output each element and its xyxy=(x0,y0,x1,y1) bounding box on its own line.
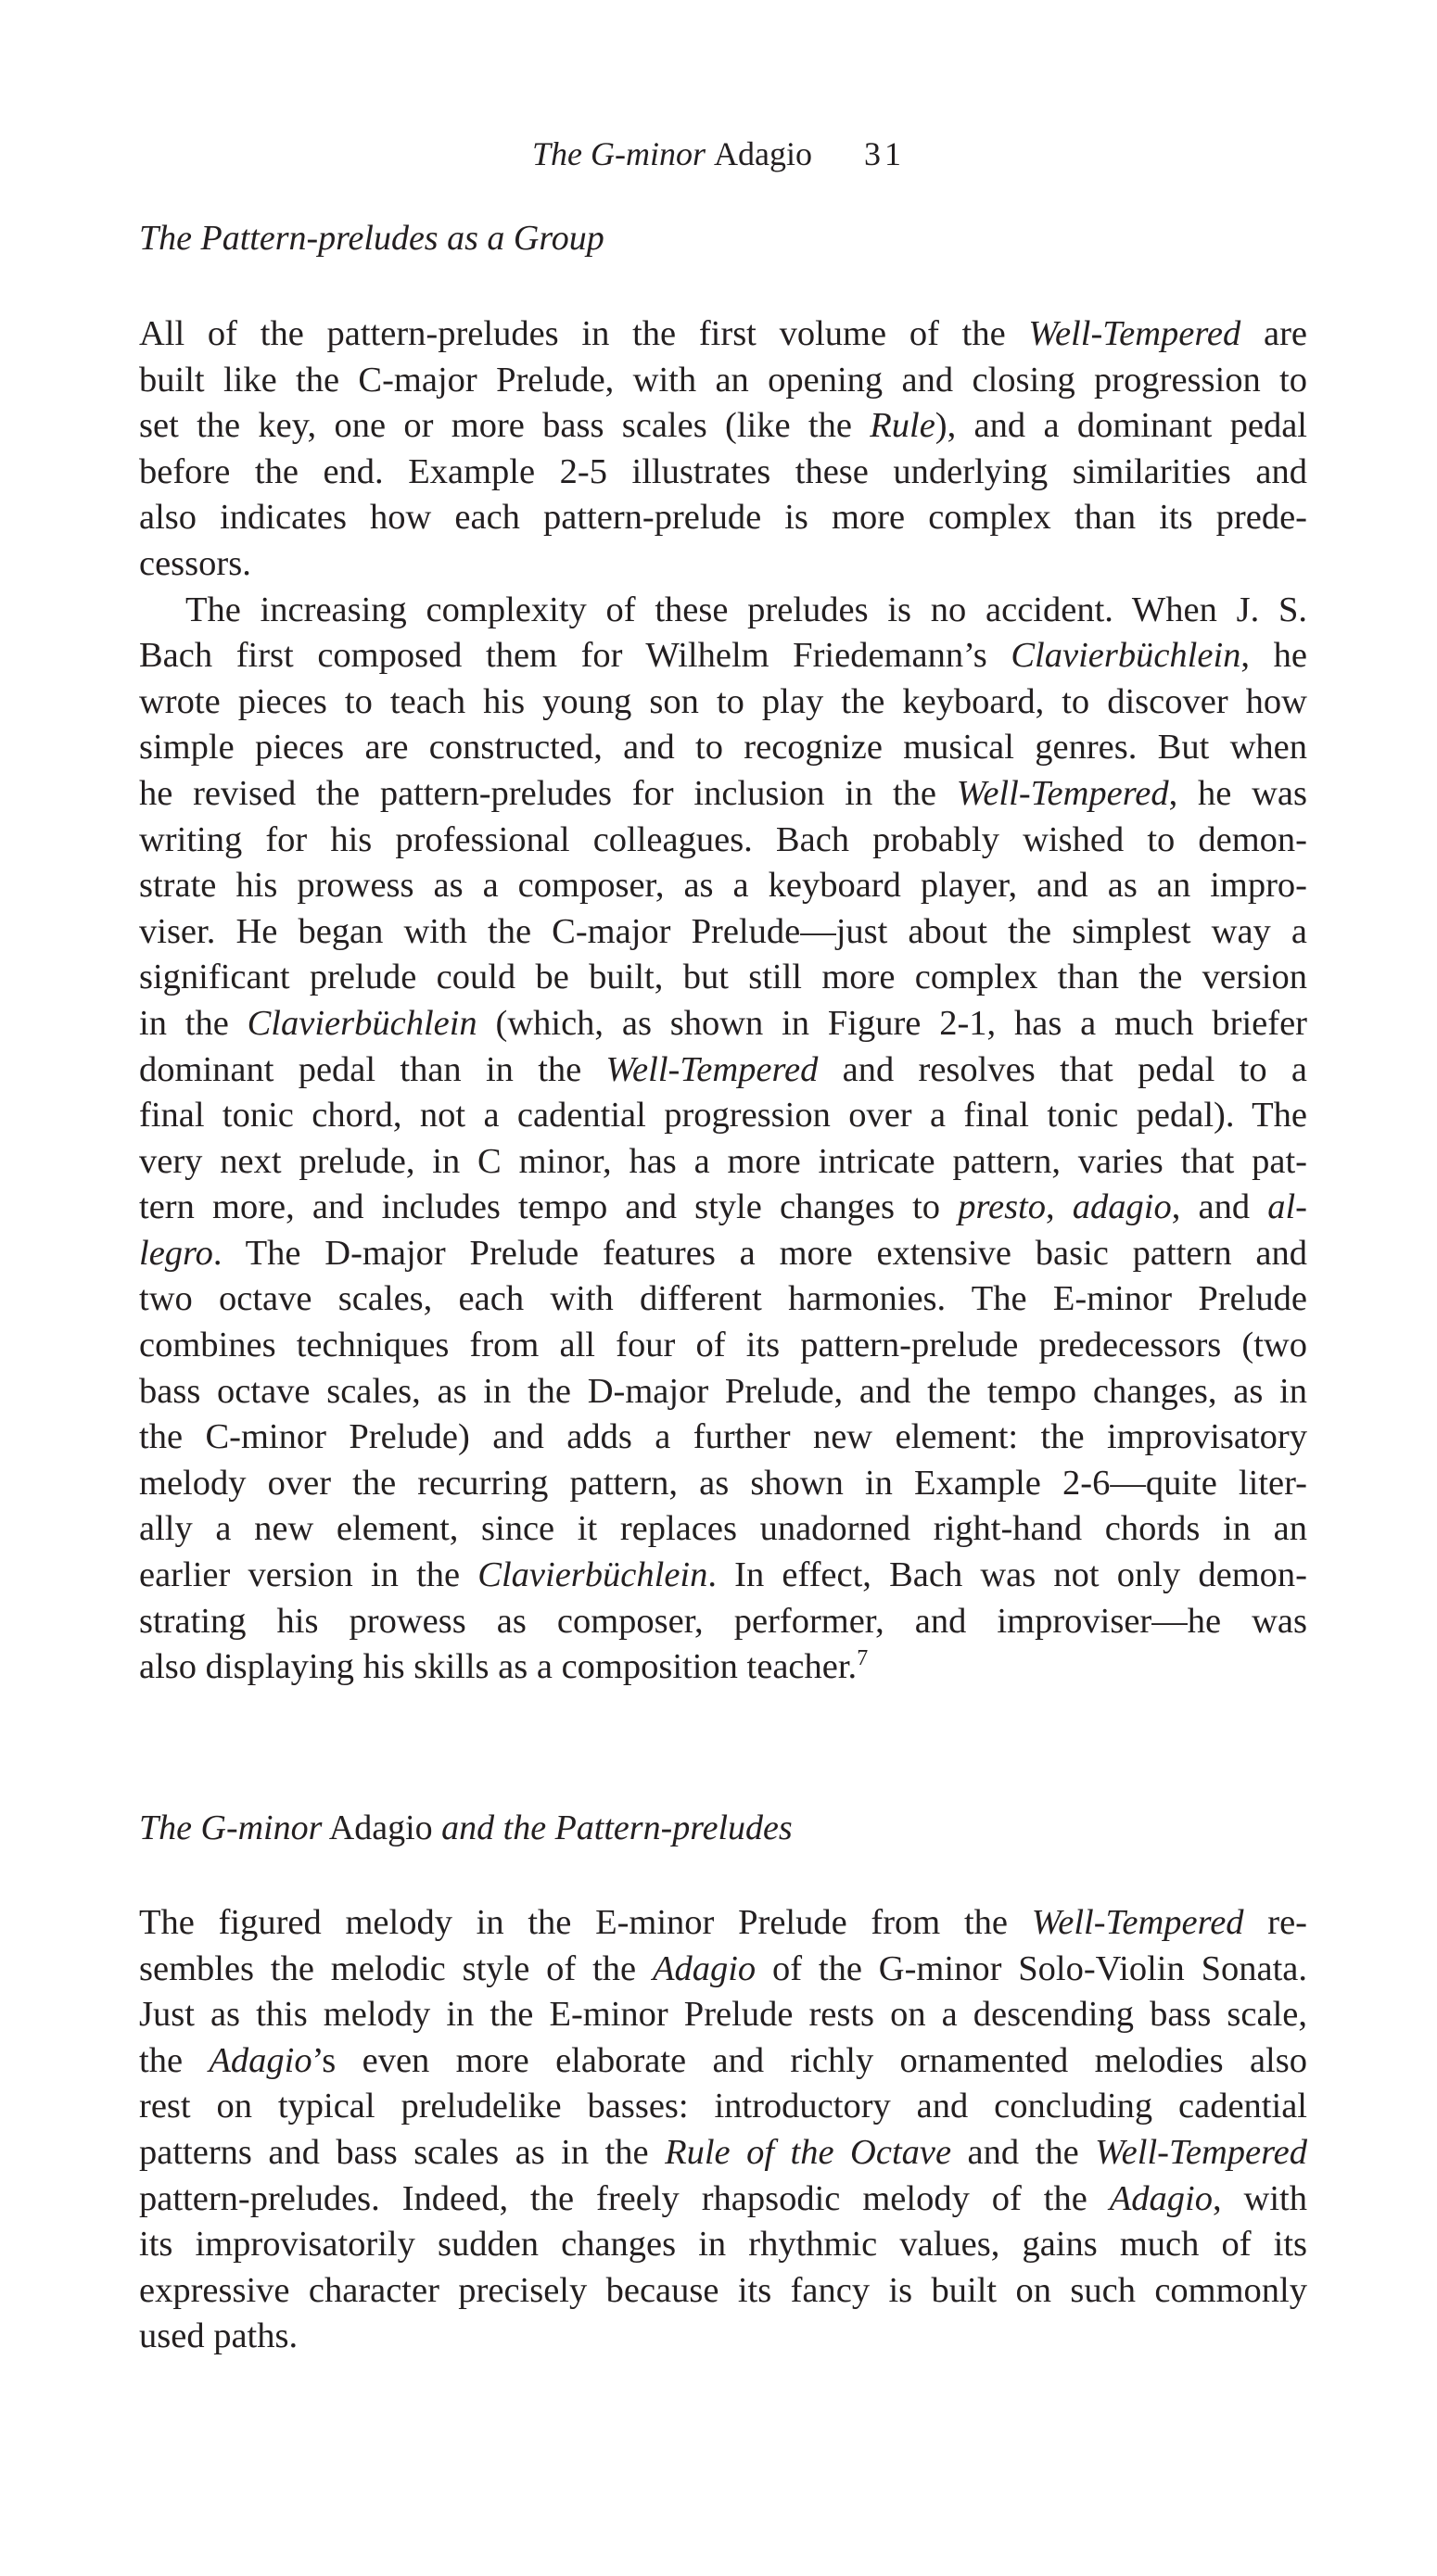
text-line xyxy=(139,955,1307,1001)
text-run: the xyxy=(139,2040,210,2080)
section-heading-pattern-preludes: The Pattern-preludes as a Group xyxy=(139,219,604,258)
text-run: strating his prowess as composer, performer, and improviser—he was xyxy=(139,1601,1307,1641)
italic-run: Adagio xyxy=(652,1948,757,1988)
text-run: The increasing complexity of these preludes is no accident. When J. S. xyxy=(185,590,1307,629)
text-line xyxy=(139,403,1307,450)
text-line xyxy=(139,2314,1307,2360)
italic-run: Well-Tempered xyxy=(1028,314,1241,353)
italic-run: adagio xyxy=(1072,1187,1172,1227)
text-line xyxy=(139,2084,1307,2130)
text-run: wrote pieces to teach his young son to play the keyboard, to discover how xyxy=(139,681,1307,721)
text-run: . In effect, Bach was not only demon- xyxy=(707,1555,1307,1595)
text-run: Just as this melody in the E-minor Prelude rests on a descending bass scale, xyxy=(139,1995,1307,2035)
text-line xyxy=(139,1506,1307,1553)
text-line xyxy=(139,771,1307,818)
text-run: re- xyxy=(1243,1903,1307,1942)
text-line xyxy=(139,1139,1307,1186)
text-run: bass octave scales, as in the D-major Prelude, and the tempo changes, as in xyxy=(139,1371,1307,1411)
heading-roman-part: Adagio xyxy=(322,1808,442,1847)
text-line xyxy=(139,1900,1307,1947)
text-run: two octave scales, each with different harmonies. The E-minor Prelude xyxy=(139,1279,1307,1319)
text-line xyxy=(139,1231,1307,1277)
text-run: of the G-minor Solo-Violin Sonata. xyxy=(756,1948,1307,1988)
text-run: melody over the recurring pattern, as shown in Example 2-6—quite liter- xyxy=(139,1463,1307,1503)
text-line xyxy=(139,633,1307,679)
italic-run: Well-Tempered xyxy=(1095,2132,1307,2172)
text-run: . The D-major Prelude features a more extensive basic pattern and xyxy=(212,1233,1307,1273)
italic-run: Rule of the Octave xyxy=(665,2132,952,2172)
text-line xyxy=(139,1461,1307,1507)
text-line xyxy=(139,909,1307,956)
text-line xyxy=(139,495,1307,541)
text-run: , and xyxy=(1171,1187,1268,1227)
text-run: are xyxy=(1240,314,1308,353)
text-run: , he was xyxy=(1168,773,1307,813)
text-line xyxy=(139,1047,1307,1094)
text-line xyxy=(139,1599,1307,1645)
italic-run: Clavierbüchlein xyxy=(247,1003,477,1043)
text-run: writing for his professional colleagues. Bach probably wished to demon- xyxy=(139,819,1307,859)
text-line xyxy=(139,1369,1307,1415)
text-line xyxy=(139,311,1307,358)
text-line xyxy=(139,1093,1307,1139)
text-run: he revised the pattern-preludes for inclusion in the xyxy=(139,773,957,813)
text-line xyxy=(139,588,1307,634)
page-number: 31 xyxy=(864,135,905,172)
text-line xyxy=(139,358,1307,404)
text-run: its improvisatorily sudden changes in rhythmic values, gains much of its xyxy=(139,2225,1307,2265)
text-run: built like the C-major Prelude, with an opening and closing progression to xyxy=(139,360,1307,400)
text-run: tern more, and includes tempo and style changes to xyxy=(139,1187,959,1227)
text-run: also displaying his skills as a composition teacher. xyxy=(139,1647,858,1687)
text-run: ), and a dominant pedal xyxy=(935,406,1307,446)
text-line xyxy=(139,1001,1307,1047)
italic-run: Well-Tempered xyxy=(1031,1903,1244,1942)
text-line xyxy=(139,863,1307,909)
text-run: cessors. xyxy=(139,543,251,583)
italic-run: legro xyxy=(139,1233,213,1273)
text-run: very next prelude, in C minor, has a more intricate pattern, varies that pat- xyxy=(139,1141,1307,1181)
text-run: dominant pedal than in the xyxy=(139,1049,606,1089)
section1-body xyxy=(139,311,1307,1691)
text-line xyxy=(139,1553,1307,1599)
text-run: , he xyxy=(1240,636,1307,676)
text-line xyxy=(139,725,1307,771)
text-run: patterns and bass scales as in the xyxy=(139,2132,666,2172)
text-line xyxy=(139,1415,1307,1461)
text-line xyxy=(139,679,1307,726)
text-run: pattern-preludes. Indeed, the freely rhapsodic melody of the xyxy=(139,2178,1110,2218)
text-run: in the xyxy=(139,1003,248,1043)
text-run: combines techniques from all four of its pattern-prelude predecessors (two xyxy=(139,1326,1307,1365)
text-run: sembles the melodic style of the xyxy=(139,1948,653,1988)
italic-run: al- xyxy=(1267,1187,1308,1227)
heading-italic-part-b: and the Pattern-preludes xyxy=(441,1808,793,1847)
section2-body xyxy=(139,1900,1307,2360)
text-run: (which, as shown in Figure 2-1, has a much briefer xyxy=(477,1003,1307,1043)
text-line xyxy=(139,1947,1307,1993)
text-run: , xyxy=(1046,1187,1073,1227)
text-run: All of the pattern-preludes in the first volume of the xyxy=(139,314,1029,353)
section-heading-g-minor-adagio xyxy=(139,1805,1307,1851)
text-line xyxy=(139,1992,1307,2038)
text-run: ally a new element, since it replaces unadorned right-hand chords in an xyxy=(139,1509,1307,1549)
text-run: expressive character precisely because its fancy is built on such commonly xyxy=(139,2270,1307,2310)
italic-run: Adagio xyxy=(209,2040,312,2080)
text-run: set the key, one or more bass scales (like the xyxy=(139,406,871,446)
text-run: also indicates how each pattern-prelude is more complex than its prede- xyxy=(139,498,1307,538)
running-head xyxy=(0,132,1437,176)
text-line xyxy=(139,1185,1307,1231)
footnote-marker: 7 xyxy=(857,1646,869,1671)
italic-run: Rule xyxy=(870,406,935,446)
heading-italic-part-a: The G-minor xyxy=(139,1808,323,1847)
text-line xyxy=(139,1323,1307,1369)
text-line xyxy=(139,450,1307,496)
text-run: significant prelude could be built, but still more complex than the version xyxy=(139,958,1307,997)
italic-run: Adagio xyxy=(1109,2178,1213,2218)
text-line xyxy=(139,818,1307,864)
text-line xyxy=(139,2222,1307,2268)
text-run: used paths. xyxy=(139,2316,299,2356)
text-line xyxy=(139,1276,1307,1323)
text-run: strate his prowess as a composer, as a keyboard player, and as an impro- xyxy=(139,866,1307,906)
text-run: The figured melody in the E-minor Prelude from the xyxy=(139,1903,1032,1942)
running-head-title-italic: The G-minor xyxy=(532,135,706,172)
text-run: ’s even more elaborate and richly ornamented melodies also xyxy=(312,2040,1307,2080)
italic-run: Clavierbüchlein xyxy=(477,1555,708,1595)
running-head-title-roman: Adagio xyxy=(707,135,812,172)
text-run: and resolves that pedal to a xyxy=(818,1049,1307,1089)
text-run: and the xyxy=(951,2132,1096,2172)
text-line xyxy=(139,2268,1307,2315)
text-run: the C-minor Prelude) and adds a further new element: the improvisatory xyxy=(139,1417,1307,1457)
text-line xyxy=(139,2176,1307,2223)
text-run: , with xyxy=(1212,2178,1308,2218)
text-line xyxy=(139,541,1307,588)
italic-run: Well-Tempered xyxy=(605,1049,819,1089)
text-line xyxy=(139,2130,1307,2176)
text-run: final tonic chord, not a cadential progression over a final tonic pedal). The xyxy=(139,1096,1307,1136)
text-run: simple pieces are constructed, and to recognize musical genres. But when xyxy=(139,728,1307,768)
text-run: viser. He began with the C-major Prelude—just about the simplest way a xyxy=(139,911,1307,951)
text-line xyxy=(139,2038,1307,2085)
text-line xyxy=(139,1644,1307,1691)
italic-run: Well-Tempered xyxy=(956,773,1169,813)
text-run: before the end. Example 2-5 illustrates these underlying similarities and xyxy=(139,451,1307,491)
italic-run: Clavierbüchlein xyxy=(1011,636,1241,676)
text-run: earlier version in the xyxy=(139,1555,478,1595)
text-run: rest on typical preludelike basses: introductory and concluding cadential xyxy=(139,2087,1307,2126)
italic-run: presto xyxy=(958,1187,1047,1227)
text-run: Bach first composed them for Wilhelm Friedemann’s xyxy=(139,636,1011,676)
